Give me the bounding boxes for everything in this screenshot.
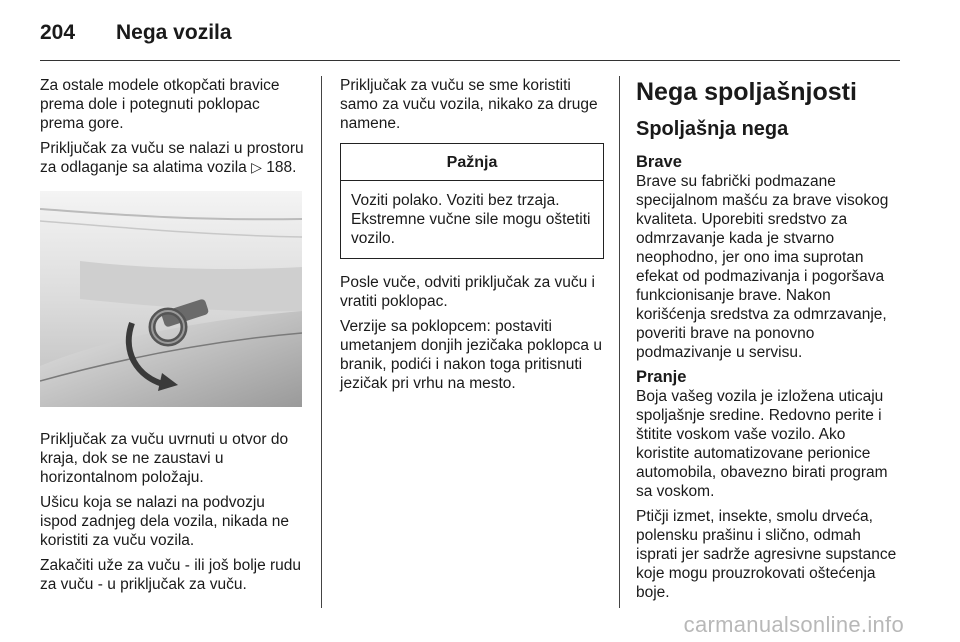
column-1 [40,76,304,600]
paragraph: Verzije sa poklopcem: postaviti umetanjem donjih jezičaka poklopca u branik, podići i nakon toga pritisnuti jezičak pri vrhu na mesto. [340,318,602,392]
watermark-text: carmanualsonline.info [683,612,904,637]
topic-heading-locks: Brave [636,153,682,171]
paragraph: Brave su fabrički podmazane specijalnom mašću za brave visokog kvaliteta. Uporebiti sredstvo za odmrzavanje kada je stvarno neophodno, jer ono ima suprotan efekat od podmazivanja i pogoršava funkcionisanje brave. Nakon korišćenja sredstva za odmrzavanje, poveriti brave na ponovno podmazivanje u servisu. [636,173,889,361]
paragraph-with-reference: Priključak za vuču se nalazi u prostoru za odlaganje sa alatima vozila ▷ 188. [40,140,304,176]
page-header [40,14,232,52]
tow-eye-illustration [40,191,302,407]
column-2 [340,76,604,399]
header-rule [40,60,900,61]
paragraph: Boja vašeg vozila je izložena uticaju spoljašnje sredine. Redovno perite i štitite voskom vaše vozilo. Ako koristite automatizovane perionice automobila, obavezno birati program sa voskom. [636,388,888,500]
subsection-heading: Spoljašnja nega [636,118,789,140]
column-divider-2 [619,76,620,608]
paragraph: Priključak za vuču uvrnuti u otvor do kraja, dok se ne zaustavi u horizontalnom položaju. [40,431,289,486]
topic-heading-washing: Pranje [636,368,687,386]
paragraph: Ptičji izmet, insekte, smolu drveća, polensku prašinu i slično, odmah isprati jer sadrže agresivne supstance koje mogu prouzrokovati oštećenja boje. [636,508,897,601]
caution-text: Voziti polako. Voziti bez trzaja. Ekstremne vučne sile mogu oštetiti vozilo. [351,192,591,247]
page-number: 204 [40,21,76,44]
section-heading: Nega spoljašnjosti [636,78,857,106]
paragraph: Ušicu koja se nalazi na podvozju ispod zadnjeg dela vozila, nikada ne koristiti za vuču vozila. [40,494,290,549]
caution-title: Pažnja [341,144,603,181]
paragraph: Priključak za vuču se sme koristiti samo za vuču vozila, nikako za druge namene. [340,77,598,132]
column-divider-1 [321,76,322,608]
paragraph: Zakačiti uže za vuču - ili još bolje rudu za vuču - u priključak za vuču. [40,557,302,593]
caution-box [340,143,604,259]
page-reference-link[interactable]: 188. [266,159,297,176]
paragraph: Posle vuče, odviti priključak za vuču i vratiti poklopac. [340,274,596,310]
paragraph: Za ostale modele otkopčati bravice prema dole i potegnuti poklopac prema gore. [40,77,280,132]
column-3 [636,76,902,608]
page-reference-arrow-icon: ▷ [251,159,262,175]
chapter-title: Nega vozila [116,21,232,44]
